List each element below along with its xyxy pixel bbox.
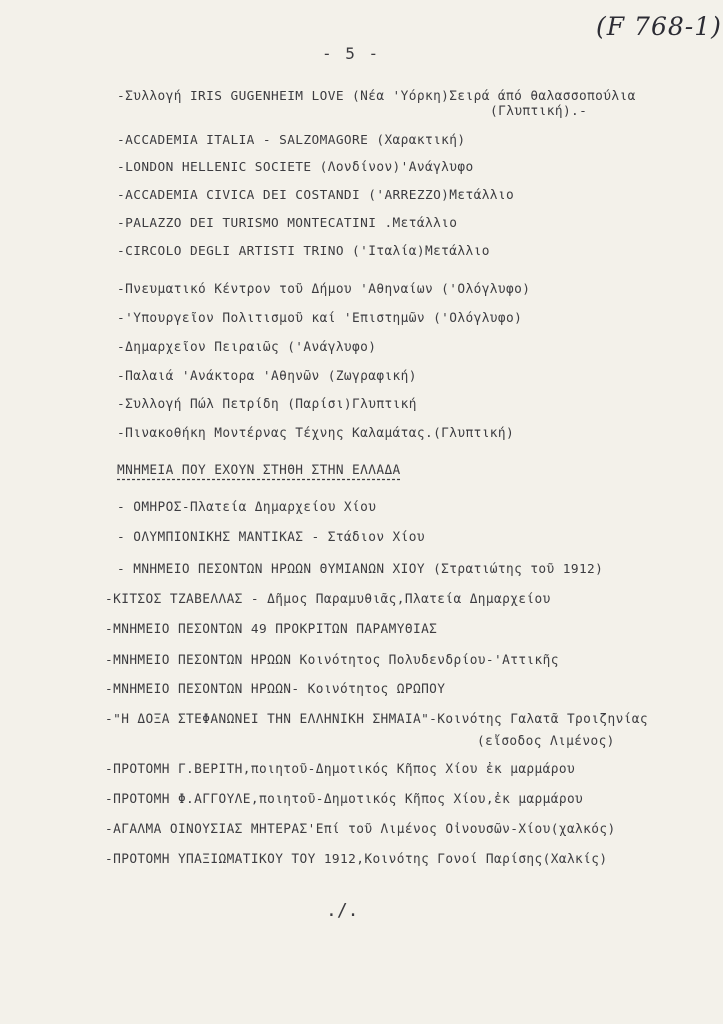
collection-item: -PALAZZO DEI TURISMO MONTECATINI .Μετάλλιο	[117, 216, 458, 231]
monument-item: -ΜΝΗΜΕΙΟ ΠΕΣΟΝΤΩΝ ΗΡΩΩΝ- Κοινότητος ΩΡΩΠΟΥ	[105, 682, 446, 697]
monument-item: - ΜΝΗΜΕΙΟ ΠΕΣΟΝΤΩΝ ΗΡΩΩΝ ΘΥΜΙΑΝΩΝ ΧΙΟΥ (Στρατιώτης τοῦ 1912)	[117, 562, 604, 577]
monument-item: -ΜΝΗΜΕΙΟ ΠΕΣΟΝΤΩΝ ΗΡΩΩΝ Κοινότητος Πολυδενδρίου-'Αττικῆς	[105, 653, 559, 668]
monument-item: -ΑΓΑΛΜΑ ΟΙΝΟΥΣΙΑΣ ΜΗΤΕΡΑΣ'Επί τοῦ Λιμένος Οἰνουσῶν-Χίου(χαλκός)	[105, 822, 616, 837]
collection-item: -Πινακοθήκη Μοντέρνας Τέχνης Καλαμάτας.(Γλυπτική)	[117, 426, 515, 441]
monument-item: -ΠΡΟΤΟΜΗ Γ.ΒΕΡΙΤΗ,ποιητοῦ-Δημοτικός Κῆπος Χίου ἐκ μαρμάρου	[105, 762, 576, 777]
collection-item: -Συλλογή Πώλ Πετρίδη (Παρίσι)Γλυπτική	[117, 397, 417, 412]
collection-item: -ACCADEMIA ITALIA - SALZOMAGORE (Χαρακτική)	[117, 133, 466, 148]
monument-item: -ΚΙΤΣΟΣ ΤΖΑΒΕΛΛΑΣ - Δῆμος Παραμυθιᾶς,Πλατεία Δημαρχείου	[105, 592, 551, 607]
archive-reference: (F 768-1)	[596, 12, 722, 41]
collection-item: -'Υπουργεῖον Πολιτισμοῦ καί 'Επιστημῶν ('Ολόγλυφο)	[117, 311, 523, 326]
page-number: - 5 -	[322, 44, 381, 63]
collection-item-continuation: (Γλυπτική).-	[490, 104, 588, 119]
collection-item: -LONDON HELLENIC SOCIETE (Λονδίνον)'Ανάγλυφο	[117, 160, 474, 175]
collection-item: -Δημαρχεῖον Πειραιῶς ('Ανάγλυφο)	[117, 340, 377, 355]
monument-item: -ΠΡΟΤΟΜΗ ΥΠΑΞΙΩΜΑΤΙΚΟΥ ΤΟΥ 1912,Κοινότης Γονοί Παρίσης(Χαλκίς)	[105, 852, 608, 867]
monuments-heading: ΜΝΗΜΕΙΑ ΠΟΥ ΕΧΟΥΝ ΣΤΗΘΗ ΣΤΗΝ ΕΛΛΑΔΑ	[117, 463, 401, 478]
monument-item: -ΠΡΟΤΟΜΗ Φ.ΑΓΓΟΥΛΕ,ποιητοῦ-Δημοτικός Κῆπος Χίου,ἐκ μαρμάρου	[105, 792, 584, 807]
monument-item: -ΜΝΗΜΕΙΟ ΠΕΣΟΝΤΩΝ 49 ΠΡΟΚΡΙΤΩΝ ΠΑΡΑΜΥΘΙΑΣ	[105, 622, 438, 637]
monument-item: - ΟΜΗΡΟΣ-Πλατεία Δημαρχείου Χίου	[117, 500, 377, 515]
monument-item: -"Η ΔΟΞΑ ΣΤΕΦΑΝΩΝΕΙ ΤΗΝ ΕΛΛΗΝΙΚΗ ΣΗΜΑΙΑ"-Κοινότης Γαλατᾶ Τροιζηνίας	[105, 712, 648, 727]
collection-item: -ACCADEMIA CIVICA DEI COSTANDI ('ARREZZO)Μετάλλιο	[117, 188, 515, 203]
monument-item: - ΟΛΥΜΠΙΟΝΙΚΗΣ ΜΑΝΤΙΚΑΣ - Στάδιον Χίου	[117, 530, 425, 545]
collection-item: -CIRCOLO DEGLI ARTISTI TRINO ('Ιταλία)Μετάλλιο	[117, 244, 490, 259]
collection-item: -Συλλογή IRIS GUGENHEIM LOVE (Νέα 'Υόρκη)Σειρά άπό θαλασσοπούλια	[117, 89, 636, 104]
monument-item-continuation: (εἴσοδος Λιμένος)	[477, 734, 615, 749]
closing-mark: ./.	[326, 900, 359, 921]
collection-item: -Πνευματικό Κέντρον τοῦ Δήμου 'Αθηναίων ('Ολόγλυφο)	[117, 282, 531, 297]
collection-item: -Παλαιά 'Ανάκτορα 'Αθηνῶν (Ζωγραφική)	[117, 369, 417, 384]
